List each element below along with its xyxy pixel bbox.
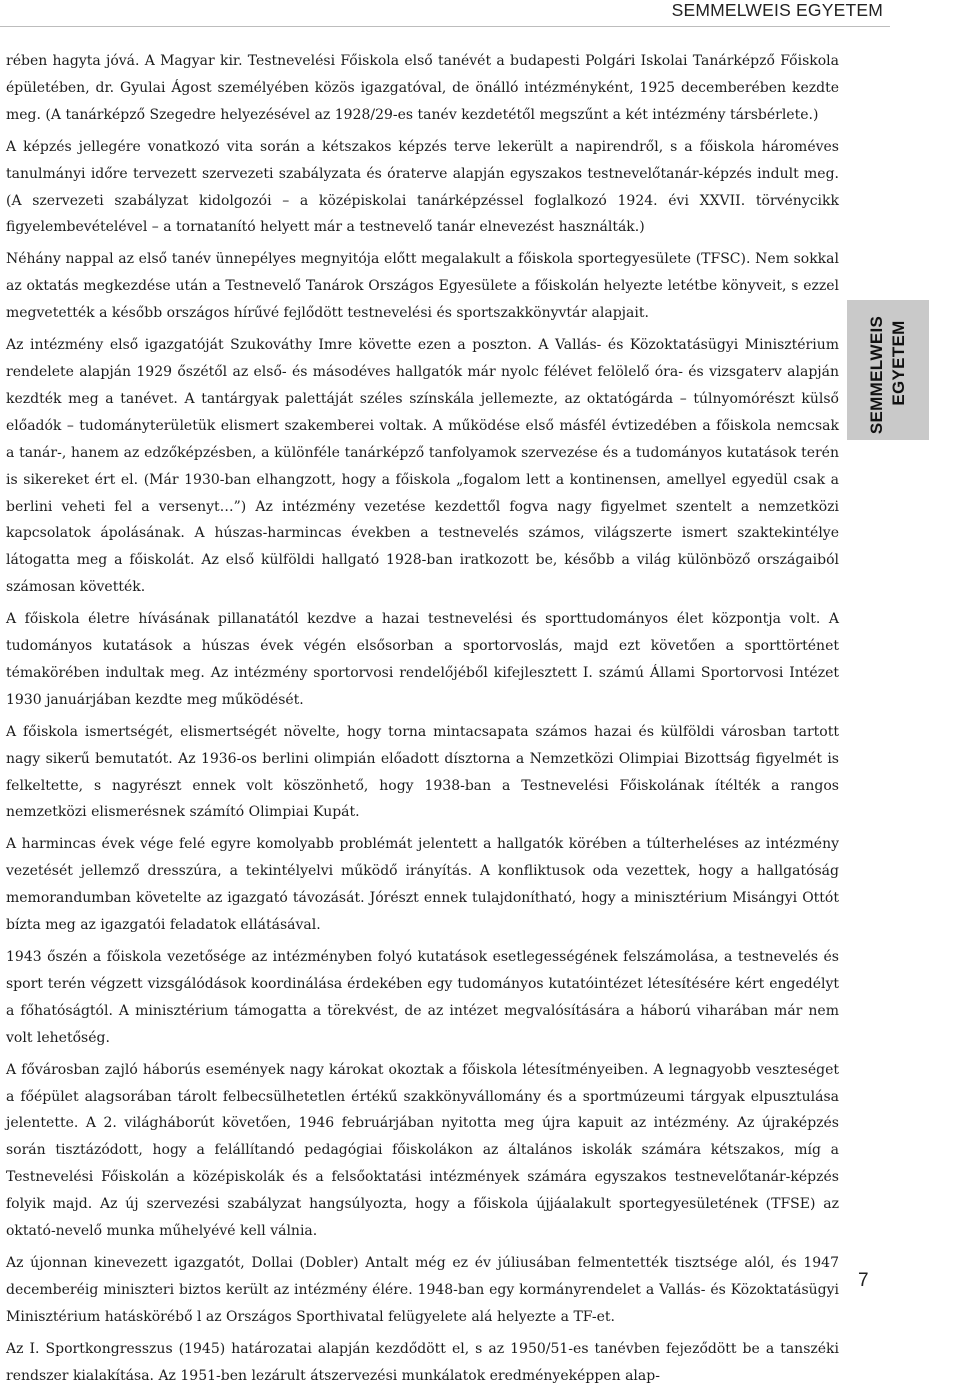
paragraph: A képzés jellegére vonatkozó vita során a kétszakos képzés terve lekerült a napirendről, s a főiskola hároméves tanulmányi időre tervezett szervezeti szabályzata és óraterve alapján egyszakos testnevelőtanár-képzés indult meg. (A szervezeti szabályzat kidolgozói – a középiskolai tanárképzéssel foglalkozó 1924. évi XXVII. törvénycikk figyelembevételével – a tornatanító helyett már a testnevelő tanár elnevezést használták.)	[6, 138, 839, 236]
paragraph: rében hagyta jóvá. A Magyar kir. Testnevelési Főiskola első tanévét a budapesti Polgári Iskolai Tanárképző Főiskola épületében, dr. Gyulai Ágost személyében közös igazgatóval, de önálló intézményként, 1925 decemberében kezdte meg. (A tanárképző Szegedre helyezésével az 1928/29-es tanév kezdetétől megszűnt a két intézmény társbérlete.)	[6, 53, 839, 123]
paragraph: Az újonnan kinevezett igazgatót, Dollai (Dobler) Antalt még ez év júliusában felmentették tisztsége alól, és 1947 decemberéig miniszteri biztos került az intézmény élére. 1948-ban egy kormányrendelet a Vallás- és Közoktatásügyi Minisztérium hatáskörébő l az Országos Sporthivatal felügyelete alá helyezte a TF-et.	[6, 1254, 839, 1325]
running-header: SEMMELWEIS EGYETEM	[671, 0, 883, 20]
page-number: 7	[858, 1270, 869, 1291]
header-rule	[0, 26, 890, 27]
paragraph: A főiskola ismertségét, elismertségét növelte, hogy torna mintacsapata számos hazai és külföldi városban tartott nagy sikerű bemutatót. Az 1936-os berlini olimpián előadott dísztorna a Nemzetközi Olimpiai Bizottság figyelmét is felkeltette, s nagyrészt ennek volt köszönhető, hogy 1938-ban a Testnevelési Főiskolának ítélték a rangos nemzetközi elismerésnek számító Olimpiai Kupát.	[6, 723, 839, 821]
paragraph: Az I. Sportkongresszus (1945) határozatai alapján kezdődött el, s az 1950/51-es tanévben fejeződött be a tanszéki rendszer kialakítása. Az 1951-ben lezárult átszervezési munkálatok eredményeképpen alap-	[6, 1340, 839, 1384]
side-tab-line1: SEMMELWEIS	[867, 315, 886, 435]
paragraph: A főiskola életre hívásának pillanatától kezdve a hazai testnevelési és sporttudományos élet központja volt. A tudományos kutatások a húszas évek végén elsősorban a sportorvoslás, majd ezt követően a sporttörténet témakörében indultak meg. Az intézmény sportorvosi rendelőjéből kifejlesztett I. számú Állami Sportorvosi Intézet 1930 januárjában kezdte meg működését.	[6, 611, 839, 708]
paragraph: 1943 őszén a főiskola vezetősége az intézményben folyó kutatások esetlegességének felszámolása, a testnevelés és sport terén végzett vizsgálódások koordinálása érdekében egy tudományos kutatóintézet létesítésére kért engedélyt a főhatóságtól. A minisztérium támogatta a törekvést, de az intézet megvalósítására a háború viharában már nem volt lehetőség.	[6, 949, 839, 1046]
article-body	[6, 48, 839, 1395]
paragraph: Néhány nappal az első tanév ünnepélyes megnyitója előtt megalakult a főiskola sportegyesülete (TFSC). Nem sokkal az oktatás megkezdése után a Testnevelő Tanárok Országos Egyesülete a főiskolán helyezte letétbe könyveit, s ezzel megvetették a később országos hírűvé fejlődött testnevelési és sportszakkönyvtár alapjait.	[6, 251, 839, 322]
side-tab-line2: EGYETEM	[889, 320, 908, 406]
paragraph: A harmincas évek vége felé egyre komolyabb problémát jelentett a hallgatók körében a túlterheléses az intézmény vezetését jellemző dresszúra, a tekintélyelvi működő irányítás. A konfliktusok oda vezettek, hogy a hallgatóság memorandumban követelte az igazgató távozását. Jórészt ennek tulajdonítható, hogy a minisztérium Misángyi Ottót bízta meg az igazgatói feladatok ellátásával.	[6, 836, 839, 934]
paragraph: Az intézmény első igazgatóját Szukováthy Imre követte ezen a poszton. A Vallás- és Közoktatásügyi Minisztérium rendelete alapján 1929 őszétől az első- és másodéves hallgatók már nyolc félévet felölelő óra- és vizsgaterv alapján kezdték meg a tanévet. A tantárgyak palettáját széles színskála jellemezte, az oktatógárda – túlnyomórészt külső előadók – tudományterületük elismert szakemberei voltak. A működése első másfél évtizedében a főiskola nemcsak a tanár-, hanem az edzőképzésben, a különféle tanárképző tanfolyamok szervezése és a tudományos kutatások terén is sikereket ért el. (Már 1930-ban elhangzott, hogy a főiskola „fogalom lett a kontinensen, amellyel egyedül csak a berlini veheti fel a versenyt…”) Az intézmény vezetése kezdettől fogva nagy figyelmet szentelt a nemzetközi kapcsolatok ápolásának. A húszas-harmincas években a testnevelés számos, világszerte ismert szaktekintélye látogatta meg a főiskolát. Az első külföldi hallgató 1928-ban iratkozott be, később a világ különböző országaiból számosan követték.	[6, 337, 839, 596]
paragraph: A fővárosban zajló háborús események nagy károkat okoztak a főiskola létesítményeiben. A legnagyobb veszteséget a főépület alagsorában tárolt felbecsülhetetlen értékű szakkönyvállomány és a sportmúzeumi tárgyak elpusztulása jelentette. A 2. világháborút követően, 1946 februárjában nyitotta meg újra kapuit az intézmény. Az újraképzés során tisztázódott, hogy a felállítandó pedagógiai főiskolákon az általános iskolák számára kétszakos, míg a Testnevelési Főiskolán a középiskolák és a felsőoktatási intézmények számára egyszakos testnevelőtanár-képzés folyik majd. Az új szervezési szabályzat hangsúlyozta, hogy a főiskola újjáalakult sportegyesületének (TFSE) az oktató-nevelő munka műhelyévé kell válnia.	[6, 1061, 839, 1240]
side-tab-label	[850, 315, 927, 435]
side-tab-text	[866, 315, 910, 435]
